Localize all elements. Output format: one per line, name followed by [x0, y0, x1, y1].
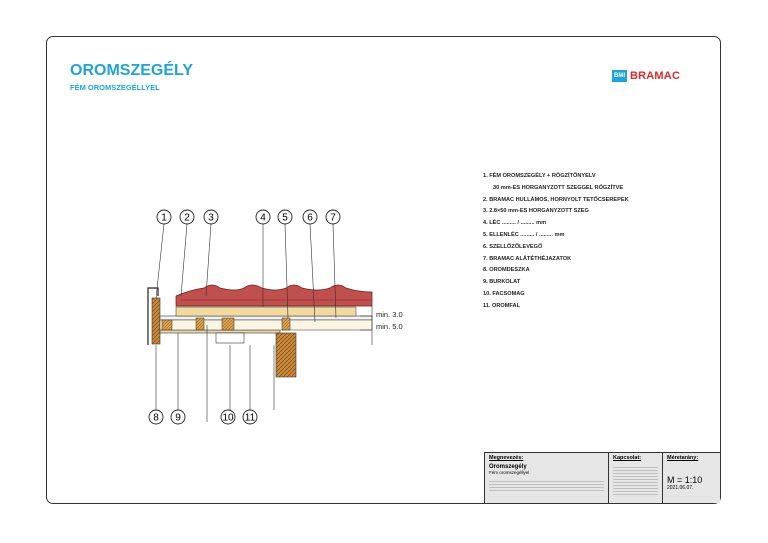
cladding — [160, 330, 280, 333]
legend-list — [483, 171, 629, 313]
page-title: OROMSZEGÉLY — [70, 62, 193, 79]
callout-number: 6 — [307, 212, 313, 224]
legend-item: 4. LÉC ......... / ......... mm — [483, 220, 547, 227]
legend-item: 2. BRAMAC HULLÁMOS, HORNYOLT TETŐCSEREPEK — [483, 196, 629, 203]
dimension-min-5: min. 5.0 — [376, 322, 403, 331]
timber-bundle — [216, 333, 244, 343]
lath-block — [282, 318, 290, 330]
scale-value: M = 1:10 — [667, 475, 703, 485]
dimension-min-3: min. 3.0 — [376, 310, 403, 319]
callout-number: 7 — [330, 212, 336, 224]
callout-number: 11 — [244, 412, 256, 424]
title-block-scale — [663, 453, 721, 503]
contact-fine-print — [613, 465, 658, 495]
callout-number: 3 — [208, 212, 214, 224]
legend-item: 7. BRAMAC ALÁTÉTHÉJAZATOK — [483, 255, 572, 262]
name-label: Megnevezés: — [489, 455, 524, 461]
callout-number: 8 — [153, 412, 159, 424]
lath-block — [222, 318, 234, 330]
legend-item: 5. ELLENLÉC ......... / ......... mm — [483, 231, 565, 238]
name-value: Oromszegély — [489, 464, 527, 470]
fine-print — [489, 479, 604, 493]
title-block-contact — [609, 453, 663, 503]
scale-label: Méretarány: — [667, 455, 699, 461]
underlay — [160, 316, 372, 320]
title-block — [484, 452, 720, 503]
bmi-badge: BMI — [612, 70, 627, 82]
callout-number: 2 — [184, 212, 190, 224]
title-block-name — [485, 453, 609, 503]
callout-number: 4 — [260, 212, 266, 224]
legend-item: 6. SZELLŐZŐLEVEGŐ — [483, 243, 543, 250]
legend-item: 11. OROMFAL — [483, 302, 520, 309]
roof-tiles — [176, 285, 372, 306]
batten — [176, 307, 356, 316]
masonry-wall — [276, 333, 296, 377]
lath-block — [162, 320, 172, 330]
legend-item: 8. OROMDESZKA — [483, 267, 530, 274]
brand-name: BRAMAC — [630, 70, 681, 82]
page-subtitle: FÉM OROMSZEGÉLLYEL — [70, 83, 160, 92]
callout-number: 10 — [222, 412, 234, 424]
date: 2021.06.07. — [667, 485, 694, 491]
callout-number: 5 — [282, 212, 288, 224]
legend-item: 1. FÉM OROMSZEGÉLY + RÖGZÍTŐNYELV — [483, 173, 596, 179]
callout-number: 1 — [161, 212, 167, 224]
legend-item: 9. BURKOLAT — [483, 279, 521, 286]
gable-board — [152, 298, 160, 344]
legend-item: 3. 2.8×50 mm-ES HORGANYZOTT SZEG — [483, 208, 589, 215]
callout-number: 9 — [175, 412, 181, 424]
legend-item: 10. FACSOMAG — [483, 290, 525, 297]
legend-item: 30 mm-ES HORGANYZOTT SZEGGEL RÖGZÍTVE — [493, 184, 624, 191]
counter-lath-base — [160, 320, 372, 330]
lath-block — [196, 318, 204, 330]
name-sub: Fém oromszegéllyel — [489, 470, 530, 475]
contact-label: Kapcsolat: — [613, 455, 642, 461]
